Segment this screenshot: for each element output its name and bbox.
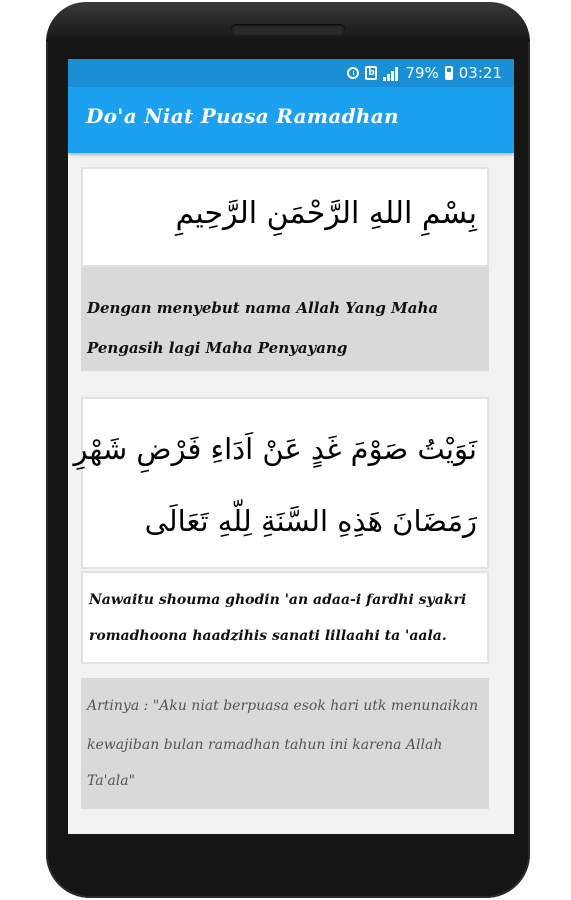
status-icons bbox=[347, 59, 502, 87]
phone-frame bbox=[46, 2, 530, 898]
battery-percent: 79% bbox=[405, 64, 439, 82]
niat-meaning-line3: Ta'ala" bbox=[87, 773, 136, 789]
alarm-icon bbox=[347, 67, 359, 79]
speaker-grille bbox=[231, 24, 345, 35]
bbm-icon: b bbox=[365, 66, 377, 80]
app-title: Do'a Niat Puasa Ramadhan bbox=[86, 104, 399, 128]
niat-arabic-line1: نَوَيْتُ صَوْمَ غَدٍ عَنْ اَدَاءِ فَرْضِ شَهْرِ bbox=[73, 432, 477, 466]
device-screen bbox=[68, 59, 514, 834]
basmalah-translation-panel bbox=[81, 267, 489, 371]
niat-meaning-panel bbox=[81, 678, 489, 809]
niat-latin-line1: Nawaitu shouma ghodin 'an adaa-i fardhi syakri bbox=[89, 592, 467, 608]
niat-meaning-line2: kewajiban bulan ramadhan tahun ini karena Allah bbox=[87, 737, 443, 753]
niat-latin-line2: romadhoona haadzihis sanati lillaahi ta 'aala. bbox=[89, 628, 447, 644]
basmalah-card bbox=[81, 167, 489, 267]
phone-top-bezel bbox=[46, 2, 530, 42]
niat-meaning-line1: Artinya : "Aku niat berpuasa esok hari utk menunaikan bbox=[87, 698, 479, 714]
niat-arabic-card bbox=[73, 397, 489, 569]
basmalah-arabic: بِسْمِ اللهِ الرَّحْمَنِ الرَّحِيمِ bbox=[175, 196, 477, 231]
app-bar bbox=[68, 87, 514, 153]
signal-icon bbox=[383, 65, 399, 81]
niat-latin-card bbox=[81, 571, 489, 664]
clock: 03:21 bbox=[458, 64, 502, 82]
status-bar bbox=[68, 59, 514, 87]
content-scroll[interactable] bbox=[68, 153, 514, 834]
basmalah-translation: Dengan menyebut nama Allah Yang Maha Pengasih lagi Maha Penyayang bbox=[87, 299, 439, 357]
battery-icon bbox=[445, 66, 453, 80]
niat-arabic-line2: رَمَضَانَ هَذِهِ السَّنَةِ لِلّهِ تَعَالَى bbox=[144, 504, 477, 538]
